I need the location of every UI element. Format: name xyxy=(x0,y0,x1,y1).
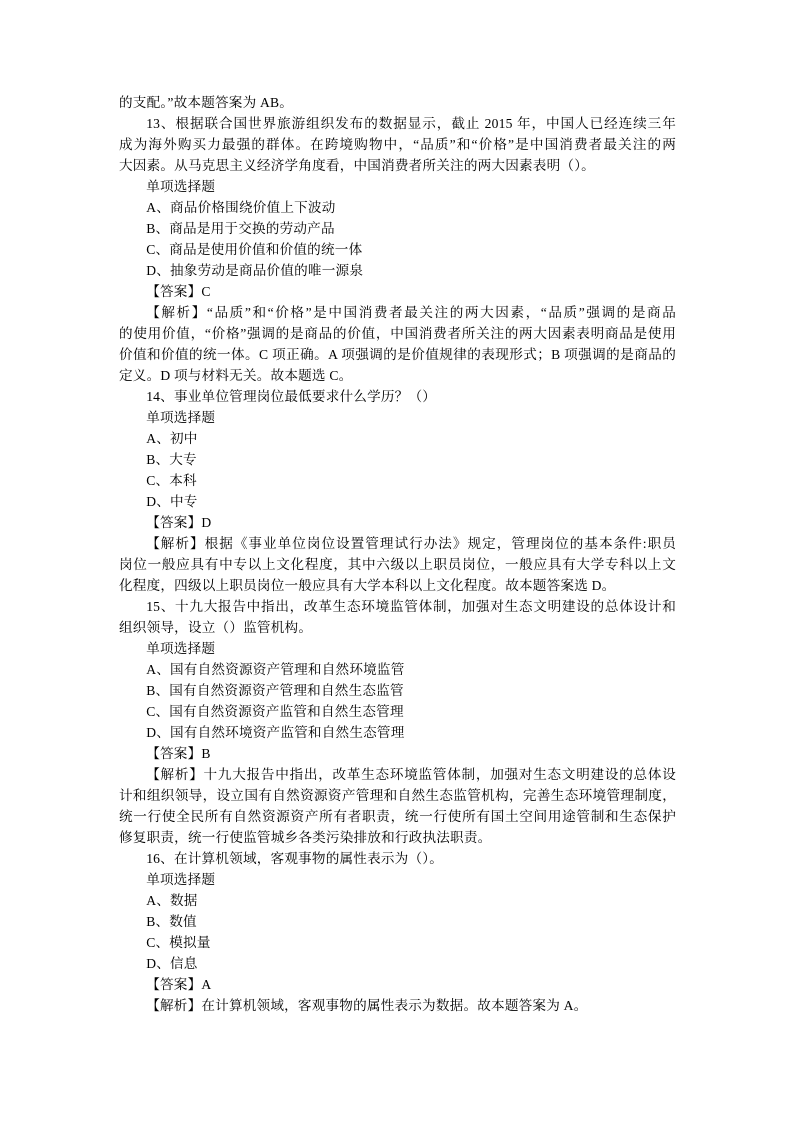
text-line: 单项选择题 xyxy=(146,872,216,887)
exam-text-block xyxy=(119,92,676,1016)
text-line: 16、在计算机领域，客观事物的属性表示为（）。 xyxy=(146,851,444,866)
text-line: A、国有自然资源资产管理和自然环境监管 xyxy=(146,662,405,677)
text-line: C、本科 xyxy=(146,473,197,488)
text-line: 【答案】A xyxy=(146,977,212,992)
text-line: A、初中 xyxy=(146,431,198,446)
text-line: 的支配。”故本题答案为 AB。 xyxy=(119,95,294,110)
text-line: 成为海外购买力最强的群体。在跨境购物中，“品质”和“价格”是中国消费者最关注的两 xyxy=(119,137,676,152)
text-line: B、国有自然资源资产管理和自然生态监管 xyxy=(146,683,404,698)
text-line: 单项选择题 xyxy=(146,641,216,656)
text-line: 单项选择题 xyxy=(146,179,216,194)
text-line: 【解析】“品质”和“价格”是中国消费者最关注的两大因素，“品质”强调的是商品 xyxy=(146,305,676,320)
text-line: 【解析】根据《事业单位岗位设置管理试行办法》规定，管理岗位的基本条件:职员 xyxy=(146,536,676,551)
text-line: 计和组织领导，设立国有自然资源资产管理和自然生态监管机构，完善生态环境管理制度， xyxy=(119,788,676,803)
text-line: 组织领导，设立（）监管机构。 xyxy=(119,620,313,635)
text-line: 14、事业单位管理岗位最低要求什么学历？（） xyxy=(146,389,437,404)
text-line: 【答案】B xyxy=(146,746,211,761)
text-line: 单项选择题 xyxy=(146,410,216,425)
text-line: B、商品是用于交换的劳动产品 xyxy=(146,221,335,236)
text-line: D、国有自然环境资产监管和自然生态管理 xyxy=(146,725,405,740)
text-line: 【答案】D xyxy=(146,515,212,530)
text-line: C、商品是使用价值和价值的统一体 xyxy=(146,242,363,257)
text-line: 岗位一般应具有中专以上文化程度，其中六级以上职员岗位，一般应具有大学专科以上文 xyxy=(119,557,676,572)
text-line: 价值和价值的统一体。C 项正确。A 项强调的是价值规律的表现形式；B 项强调的是商品的 xyxy=(119,347,676,362)
text-line: 15、十九大报告中指出，改革生态环境监管体制，加强对生态文明建设的总体设计和 xyxy=(146,599,676,614)
text-line: 【答案】C xyxy=(146,284,211,299)
text-line: 的使用价值，“价格”强调的是商品的价值，中国消费者所关注的两大因素表明商品是使用 xyxy=(119,326,676,341)
text-line: 化程度，四级以上职员岗位一般应具有大学本科以上文化程度。故本题答案选 D。 xyxy=(119,578,616,593)
text-line: 【解析】十九大报告中指出，改革生态环境监管体制，加强对生态文明建设的总体设 xyxy=(146,767,676,782)
text-line: B、数值 xyxy=(146,914,197,929)
text-line: 定义。D 项与材料无关。故本题选 C。 xyxy=(119,368,353,383)
text-line: C、国有自然资源资产监管和自然生态管理 xyxy=(146,704,404,719)
text-line: 修复职责，统一行使监管城乡各类污染排放和行政执法职责。 xyxy=(119,830,492,845)
text-line: 统一行使全民所有自然资源资产所有者职责，统一行使所有国土空间用途管制和生态保护 xyxy=(119,809,676,824)
text-line: 大因素。从马克思主义经济学角度看，中国消费者所关注的两大因素表明（）。 xyxy=(119,158,595,173)
text-line: D、中专 xyxy=(146,494,198,509)
text-line: B、大专 xyxy=(146,452,197,467)
text-line: 13、根据联合国世界旅游组织发布的数据显示，截止 2015 年，中国人已经连续三年 xyxy=(146,116,676,131)
text-line: 【解析】在计算机领域，客观事物的属性表示为数据。故本题答案为 A。 xyxy=(146,998,588,1013)
text-line: A、商品价格围绕价值上下波动 xyxy=(146,200,336,215)
text-line: C、模拟量 xyxy=(146,935,211,950)
text-line: A、数据 xyxy=(146,893,198,908)
text-line: D、信息 xyxy=(146,956,198,971)
text-line: D、抽象劳动是商品价值的唯一源泉 xyxy=(146,263,364,278)
